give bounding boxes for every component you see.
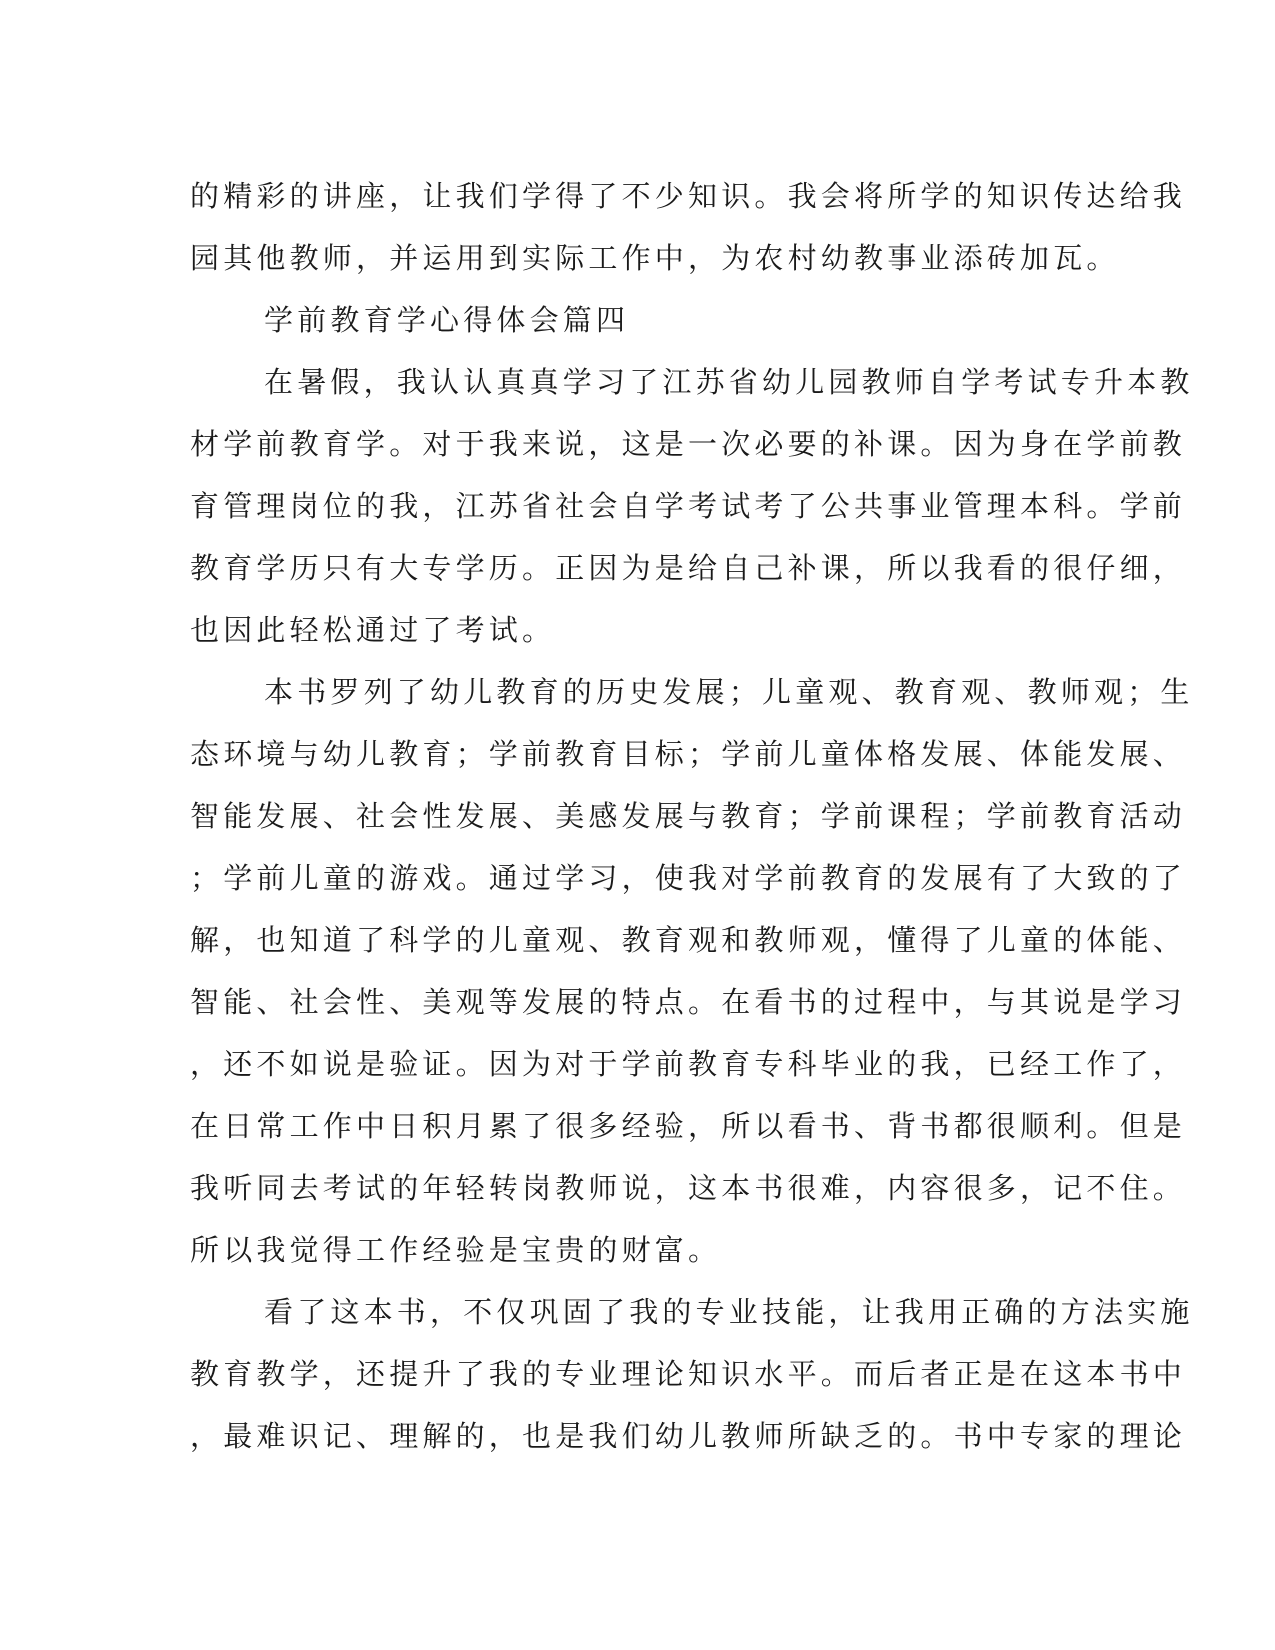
paragraph-line: 态环境与幼儿教育；学前教育目标；学前儿童体格发展、体能发展、 [190, 737, 1187, 771]
paragraph-line: 解，也知道了科学的儿童观、教育观和教师观，懂得了儿童的体能、 [190, 923, 1187, 957]
paragraph-line: 本书罗列了幼儿教育的历史发展；儿童观、教育观、教师观；生 [264, 675, 1194, 709]
paragraph-line: 园其他教师，并运用到实际工作中，为农村幼教事业添砖加瓦。 [190, 241, 1120, 275]
paragraph-line: 材学前教育学。对于我来说，这是一次必要的补课。因为身在学前教 [190, 427, 1187, 461]
paragraph-line: 所以我觉得工作经验是宝贵的财富。 [190, 1233, 722, 1267]
paragraph-line: 智能、社会性、美观等发展的特点。在看书的过程中，与其说是学习 [190, 985, 1187, 1019]
paragraph-line: 看了这本书，不仅巩固了我的专业技能，让我用正确的方法实施 [264, 1295, 1194, 1329]
document-body [190, 165, 1194, 1467]
paragraph-line: 我听同去考试的年轻转岗教师说，这本书很难，内容很多，记不住。 [190, 1171, 1187, 1205]
paragraph-line: ，还不如说是验证。因为对于学前教育专科毕业的我，已经工作了， [190, 1047, 1187, 1081]
paragraph-line: 在日常工作中日积月累了很多经验，所以看书、背书都很顺利。但是 [190, 1109, 1187, 1143]
paragraph-line: 智能发展、社会性发展、美感发展与教育；学前课程；学前教育活动 [190, 799, 1187, 833]
paragraph-line: 在暑假，我认认真真学习了江苏省幼儿园教师自学考试专升本教 [264, 365, 1194, 399]
section-heading: 学前教育学心得体会篇四 [264, 303, 630, 337]
paragraph-line: ，最难识记、理解的，也是我们幼儿教师所缺乏的。书中专家的理论 [190, 1419, 1187, 1453]
paragraph-line: 教育学历只有大专学历。正因为是给自己补课，所以我看的很仔细， [190, 551, 1187, 585]
paragraph-line: ；学前儿童的游戏。通过学习，使我对学前教育的发展有了大致的了 [190, 861, 1187, 895]
paragraph-line: 也因此轻松通过了考试。 [190, 613, 556, 647]
paragraph-line: 的精彩的讲座，让我们学得了不少知识。我会将所学的知识传达给我 [190, 179, 1187, 213]
paragraph-line: 教育教学，还提升了我的专业理论知识水平。而后者正是在这本书中 [190, 1357, 1187, 1391]
paragraph-line: 育管理岗位的我，江苏省社会自学考试考了公共事业管理本科。学前 [190, 489, 1187, 523]
